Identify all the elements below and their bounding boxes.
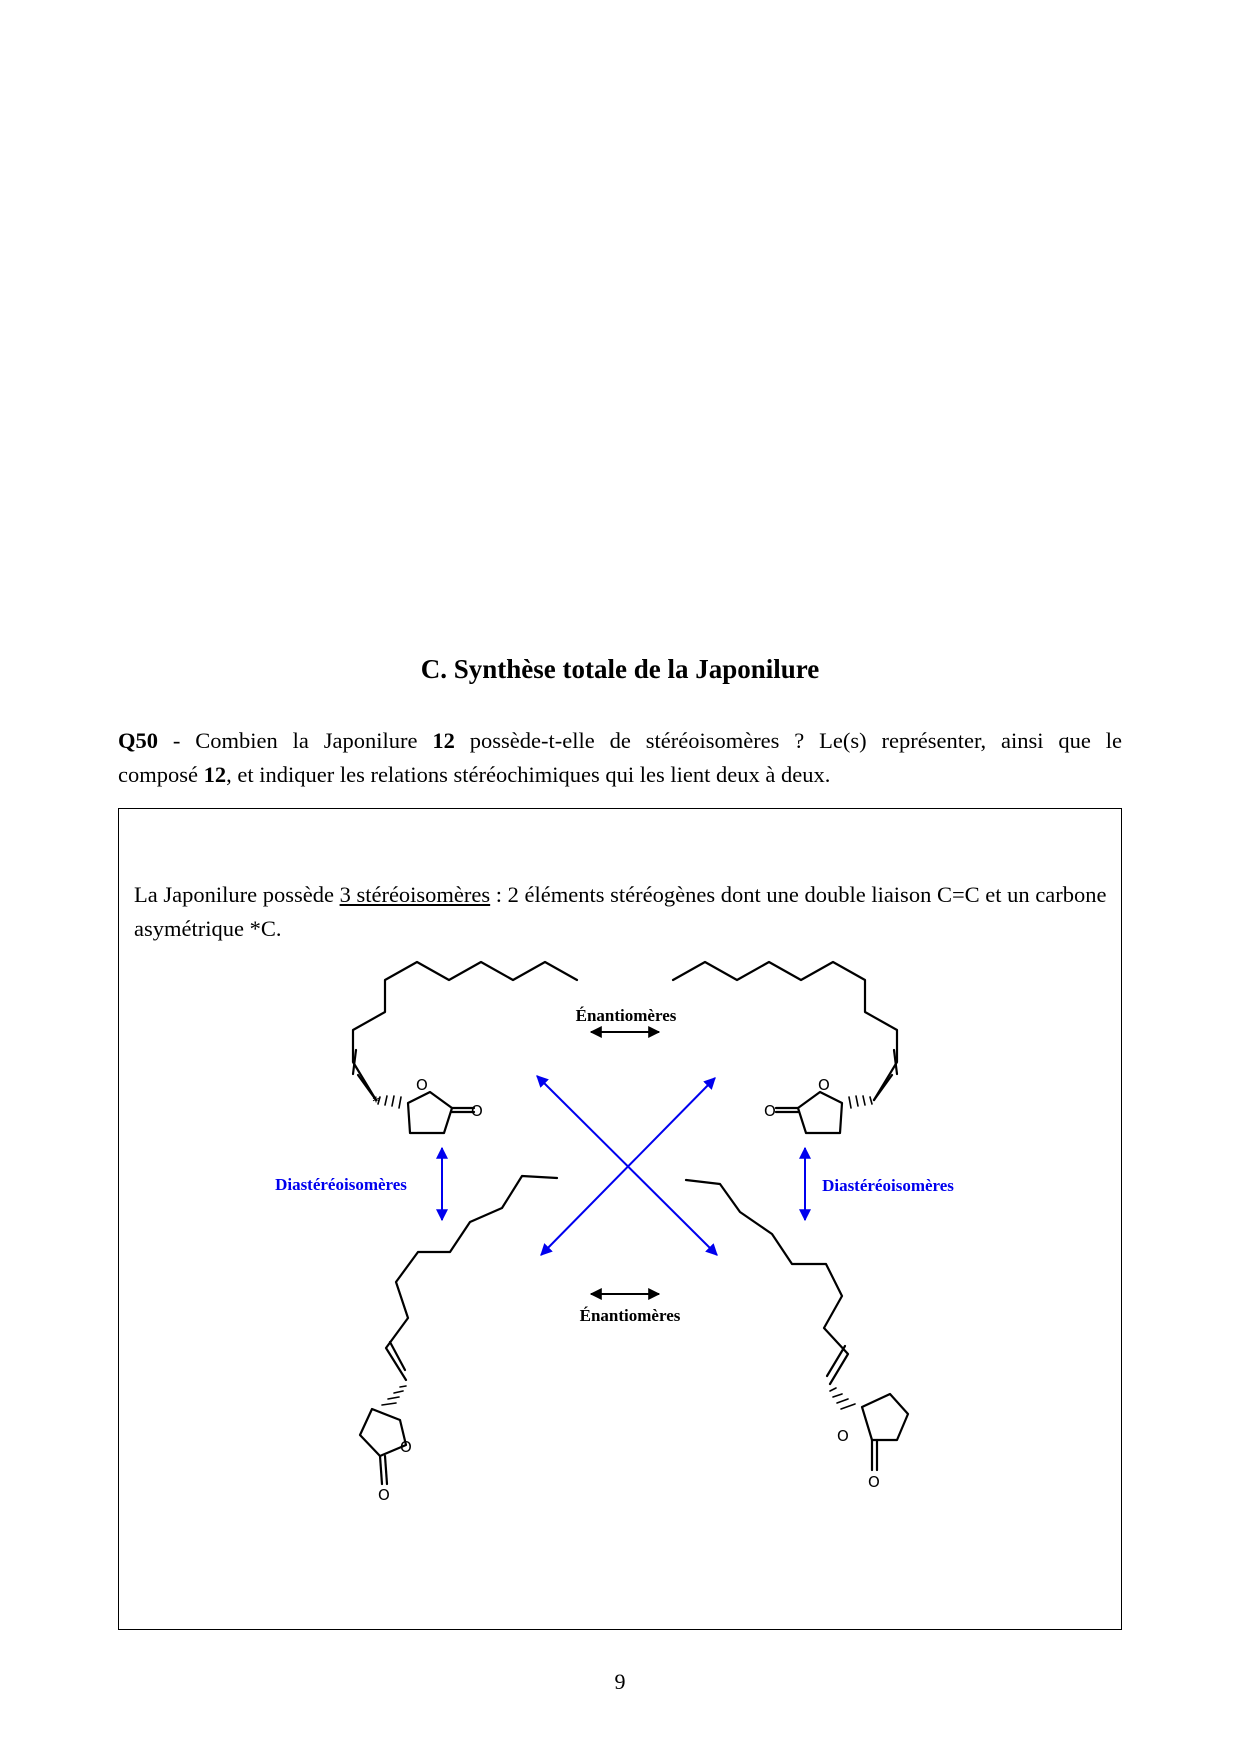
molecule-bottom-right — [686, 1180, 908, 1470]
answer-text: La Japonilure possède 3 stéréoisomères : 2 éléments stéréogènes dont une double liaison C=C et un carbone asymétrique *C. — [134, 882, 1107, 941]
question-line-2: composé 12, et indiquer les relations stéréochimiques qui les lient deux à deux. — [118, 762, 831, 787]
molecule-top-left — [353, 962, 577, 1133]
molecule-top-right — [673, 962, 897, 1133]
page-number: 9 — [614, 1669, 626, 1694]
atom-label: O — [378, 1486, 390, 1504]
question-line-1: Q50 - Combien la Japonilure 12 possède-t-elle de stéréoisomères ? Le(s) représenter, ainsi que le — [118, 728, 1123, 753]
enantiomers-label-bottom: Énantiomères — [579, 1306, 681, 1325]
atom-label: O — [837, 1427, 849, 1445]
diastereomers-label-right: Diastéréoisomères — [822, 1176, 954, 1195]
molecule-bottom-left — [360, 1176, 557, 1484]
atom-label: O — [471, 1102, 483, 1120]
atom-label: O — [764, 1102, 776, 1120]
question-label: Q50 — [118, 728, 159, 753]
stereocenter-mark: * — [372, 1094, 380, 1111]
diastereomers-label-left: Diastéréoisomères — [275, 1175, 407, 1194]
atom-label: O — [416, 1076, 428, 1094]
atom-label: O — [868, 1473, 880, 1491]
stereoisomer-count: 3 stéréoisomères — [339, 882, 491, 907]
section-title: C. Synthèse totale de la Japonilure — [420, 654, 820, 684]
atom-label: O — [818, 1076, 830, 1094]
enantiomers-label-top: Énantiomères — [575, 1006, 677, 1025]
atom-label: O — [400, 1438, 412, 1456]
